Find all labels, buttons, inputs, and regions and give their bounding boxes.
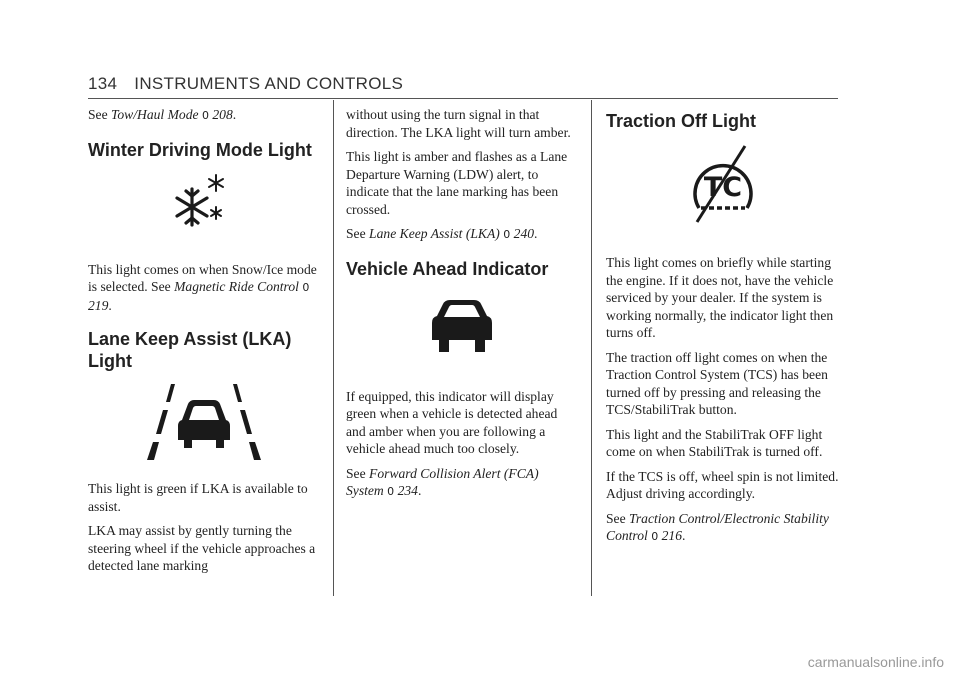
lka-paragraph-3: without using the turn signal in that direction. The LKA light will turn amber.	[346, 107, 571, 140]
traction-paragraph-3: This light and the StabiliTrak OFF light come on when StabiliTrak is turned off.	[606, 426, 823, 459]
lane-keep-assist-icon	[88, 372, 320, 480]
page-number: 134	[88, 74, 118, 93]
see-tow-haul: See Tow/Haul Mode 0 208.	[88, 107, 237, 122]
link-lane-keep-assist[interactable]: Lane Keep Assist (LKA) 0 240.	[369, 226, 538, 241]
traction-paragraph-4: If the TCS is off, wheel spin is not limited. Adjust driving accordingly.	[606, 468, 839, 501]
column-divider-1	[333, 100, 334, 596]
link-magnetic-ride-control[interactable]: Magnetic Ride Control 0 219.	[88, 279, 310, 313]
link-forward-collision-alert[interactable]: Forward Collision Alert (FCA) System 0 234.	[346, 465, 539, 498]
heading-lka-light: Lane Keep Assist (LKA) Light	[88, 329, 292, 371]
column-2	[346, 106, 578, 508]
column-3	[606, 106, 840, 553]
tcs-icon-text: TC	[703, 172, 743, 203]
snowflake-icon	[88, 161, 320, 261]
see-fca: See Forward Collision Alert (FCA) System 0 234.	[346, 465, 539, 498]
lka-paragraph-2: LKA may assist by gently turning the steering wheel if the vehicle approaches a detected lane marking	[88, 523, 316, 573]
watermark: carmanualsonline.info	[807, 654, 944, 670]
page-header	[88, 74, 403, 94]
heading-winter-driving: Winter Driving Mode Light	[88, 139, 312, 160]
section-title: INSTRUMENTS AND CONTROLS	[134, 74, 404, 93]
see-traction-control: See Traction Control/Electronic Stability Control 0 216.	[606, 510, 829, 543]
heading-traction-off: Traction Off Light	[606, 111, 756, 131]
header-rule	[88, 98, 838, 99]
column-1	[88, 106, 320, 582]
traction-paragraph-2: The traction off light comes on when the Traction Control System (TCS) has been turned off by pressing and releasing the TCS/StabiliTrak button.	[606, 349, 828, 417]
lka-paragraph-4: This light is amber and flashes as a Lane Departure Warning (LDW) alert, to indicate that the lane marking has been crossed.	[346, 149, 568, 217]
vehicle-ahead-icon	[346, 280, 578, 388]
traction-control-off-icon	[606, 132, 840, 254]
winter-paragraph: This light comes on when Snow/Ice mode is selected. See Magnetic Ride Control 0 219.	[88, 261, 317, 313]
heading-vehicle-ahead: Vehicle Ahead Indicator	[346, 258, 549, 279]
link-traction-control[interactable]: Traction Control/Electronic Stability Control 0 216.	[606, 510, 829, 543]
vehicle-paragraph: If equipped, this indicator will display green when a vehicle is detected ahead and amber when you are following a vehicle ahead much too closely.	[346, 388, 558, 456]
column-divider-2	[591, 100, 592, 596]
see-lka: See Lane Keep Assist (LKA) 0 240.	[346, 226, 538, 241]
lka-paragraph-1: This light is green if LKA is available to assist.	[88, 481, 308, 514]
link-tow-haul-mode[interactable]: Tow/Haul Mode 0 208.	[111, 107, 237, 122]
traction-paragraph-1: This light comes on briefly while starting the engine. If it does not, have the vehicle serviced by your dealer. If the system is working normally, the indicator light then turns off.	[606, 255, 834, 340]
